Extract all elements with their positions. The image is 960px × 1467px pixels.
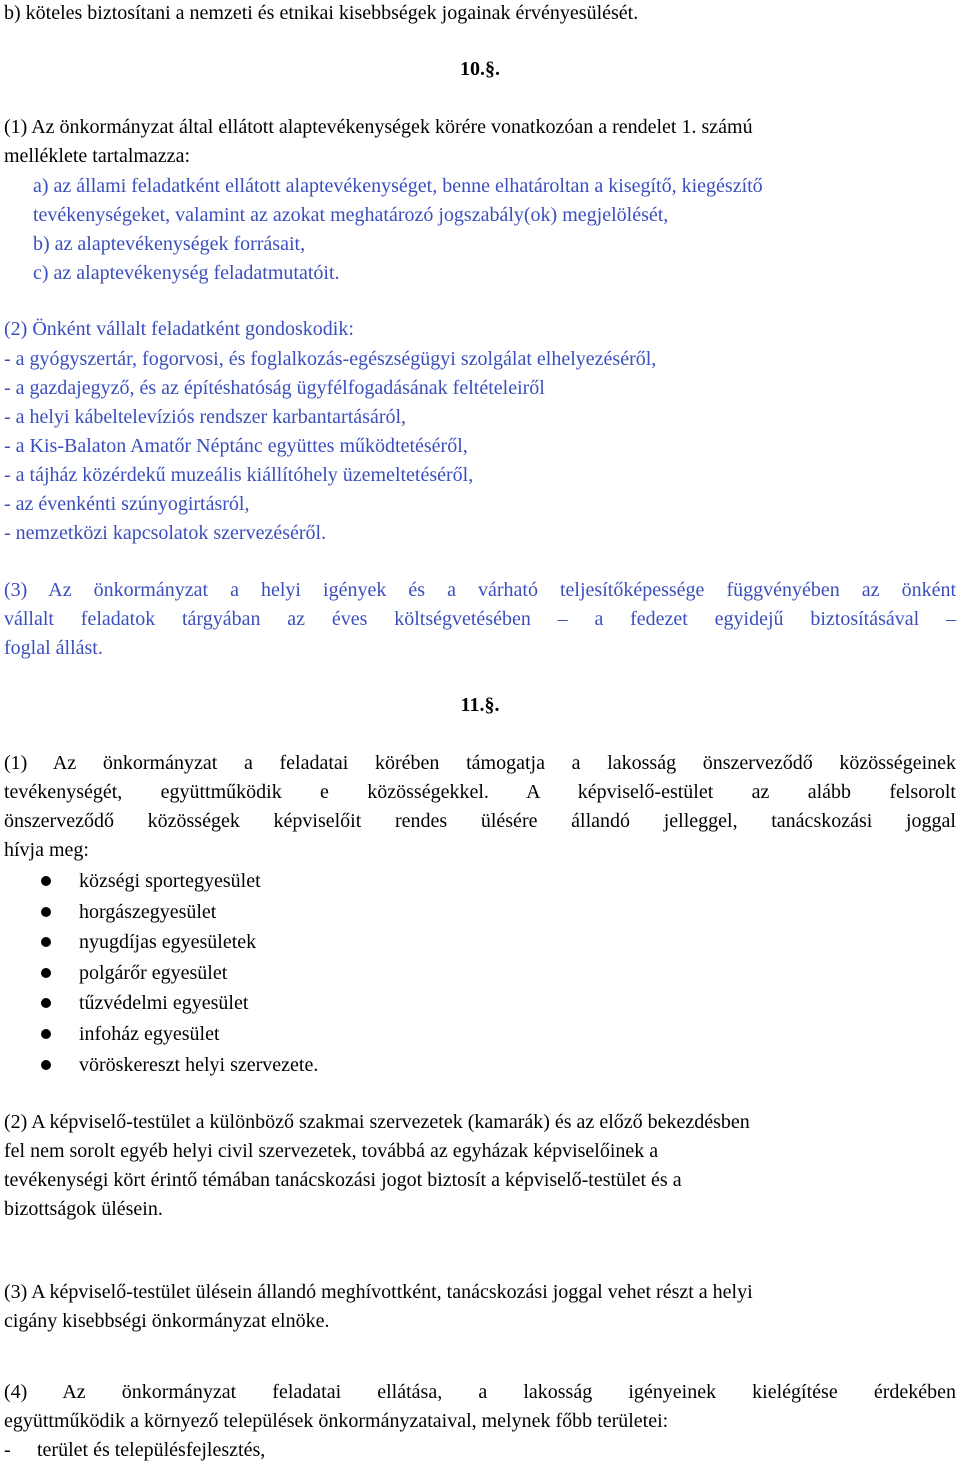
s10-p2-item: - a gyógyszertár, fogorvosi, és foglalkozás-egészségügyi szolgálat elhelyezéséről, [4,348,657,370]
s11-p2-line-1: (2) A képviselő-testület a különböző szakmai szervezetek (kamarák) és az előző bekezdésben [4,1111,750,1133]
bullet-list-item: vöröskereszt helyi szervezete. [79,1054,319,1076]
bullet-list-item: polgárőr egyesület [79,962,228,984]
s10-p2-item: - a helyi kábeltelevíziós rendszer karbantartásáról, [4,406,407,428]
s10-p1-line-2: melléklete tartalmazza: [4,145,190,167]
bullet-list-item: tűzvédelmi egyesület [79,992,249,1014]
bullet-list-item: nyugdíjas egyesületek [79,931,257,953]
bullet-icon [41,1060,51,1070]
s10-p2-item: - a gazdajegyző, és az építéshatóság ügyfélfogadásának feltételeiről [4,377,545,399]
bullet-icon [41,1029,51,1039]
section-10-heading: 10.§. [460,58,500,80]
bullet-list-item: horgászegyesület [79,901,217,923]
s11-p2-line-4: bizottságok ülésein. [4,1198,163,1220]
s11-p2-line-3: tevékenységi kört érintő témában tanácskozási jogot biztosít a képviselő-testület és a [4,1169,682,1191]
s11-p1-line-3: önszerveződő közösségek képviselőit rendes ülésére állandó jelleggel, tanácskozási joggal [4,810,956,832]
s11-p1-line-1: (1) Az önkormányzat a feladatai körében támogatja a lakosság önszerveződő közösségeinek [4,752,956,774]
s10-p1-b: b) az alaptevékenységek forrásait, [33,233,306,255]
s11-p4-line-2: együttműködik a környező települések önkormányzataival, melynek főbb területei: [4,1410,669,1432]
s11-p3-line-1: (3) A képviselő-testület ülésein állandó meghívottként, tanácskozási joggal vehet részt a helyi [4,1281,753,1303]
s10-p3-line-1: (3) Az önkormányzat a helyi igények és a várható teljesítőképessége függvényében az önként [4,579,956,601]
s11-p4-line-1: (4) Az önkormányzat feladatai ellátása, a lakosság igényeinek kielégítése érdekében [4,1381,956,1403]
bullet-icon [41,876,51,886]
s10-p2-item: - a Kis-Balaton Amatőr Néptánc együttes működtetéséről, [4,435,468,457]
bullet-icon [41,998,51,1008]
bullet-list-item: községi sportegyesület [79,870,261,892]
s10-p2-item: - a tájház közérdekű muzeális kiállítóhely üzemeltetéséről, [4,464,474,486]
bullet-list-item: infoház egyesület [79,1023,220,1045]
bullet-icon [41,937,51,947]
section-11-heading: 11.§. [460,694,500,716]
s10-p1-c: c) az alaptevékenység feladatmutatóit. [33,262,340,284]
s11-p2-line-2: fel nem sorolt egyéb helyi civil szervezetek, továbbá az egyházak képviselőinek a [4,1140,659,1162]
s11-p1-line-2: tevékenységét, együttműködik e közösségekkel. A képviselő-estület az alább felsorolt [4,781,956,803]
bullet-icon [41,968,51,978]
s11-p4-item: terület és településfejlesztés, [37,1439,266,1461]
s10-p1-a-line-2: tevékenységeket, valamint az azokat meghatározó jogszabály(ok) megjelölését, [33,204,669,226]
s10-p3-line-2: vállalt feladatok tárgyában az éves költségvetésében – a fedezet egyidejű biztosításával – [4,608,956,630]
s10-p2-item: - nemzetközi kapcsolatok szervezéséről. [4,522,327,544]
s10-p3-line-3: foglal állást. [4,637,103,659]
s10-p2-item: - az évenkénti szúnyogirtásról, [4,493,250,515]
s10-p1-line-1: (1) Az önkormányzat által ellátott alaptevékenységek körére vonatkozóan a rendelet 1. számú [4,116,753,138]
s10-p2-intro: (2) Önként vállalt feladatként gondoskodik: [4,318,354,340]
bullet-icon [41,907,51,917]
s10-p1-a-line-1: a) az állami feladatként ellátott alaptevékenységet, benne elhatároltan a kisegítő, kiegészítő [33,175,763,197]
s11-p3-line-2: cigány kisebbségi önkormányzat elnöke. [4,1310,330,1332]
s11-p1-line-4: hívja meg: [4,839,89,861]
top-item-b: b) köteles biztosítani a nemzeti és etnikai kisebbségek jogainak érvényesülését. [4,2,639,24]
s11-p4-dash: - [4,1439,11,1461]
